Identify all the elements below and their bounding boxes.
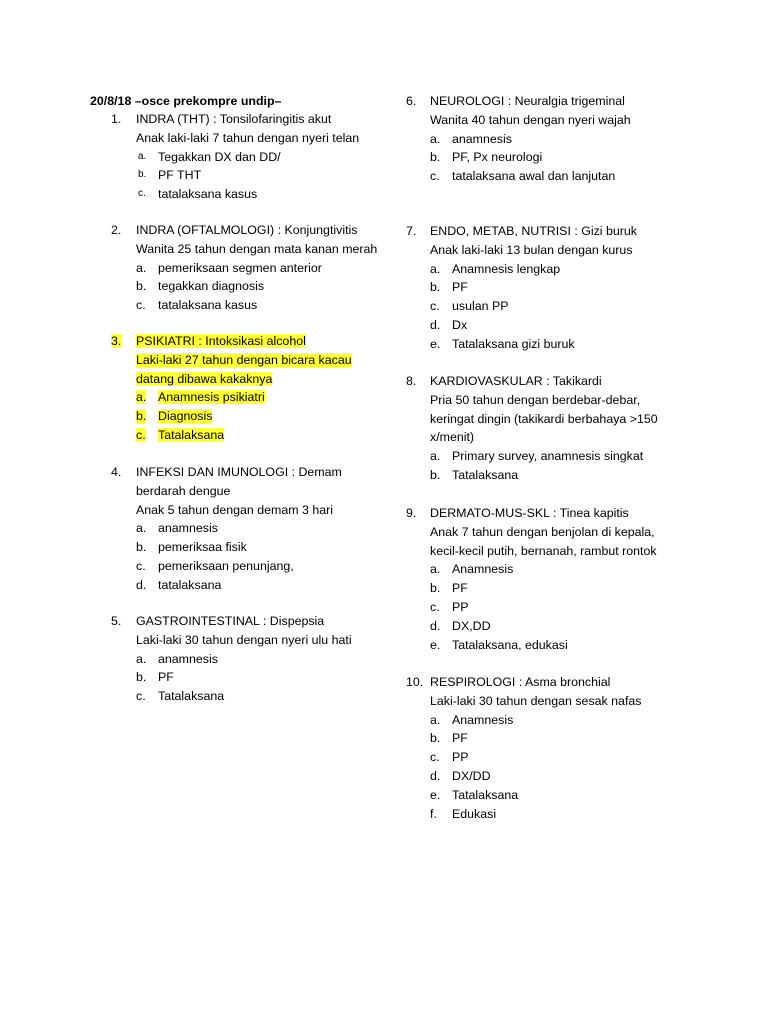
section-description bbox=[90, 351, 390, 370]
sub-item-letter bbox=[430, 729, 440, 748]
sub-item-letter-text: c. bbox=[136, 558, 146, 573]
sub-item-text-value: pemeriksaa fisik bbox=[158, 540, 247, 555]
section-description bbox=[90, 240, 390, 259]
sub-item-text-value: PF bbox=[452, 731, 468, 746]
sub-item-letter-text: b. bbox=[430, 150, 441, 165]
section-left-4 bbox=[90, 463, 390, 595]
sub-item-text-value: pemeriksaan segmen anterior bbox=[158, 260, 322, 275]
sub-item-letter bbox=[430, 617, 440, 636]
sub-item bbox=[403, 805, 703, 824]
sub-item bbox=[403, 297, 703, 316]
section-description bbox=[403, 111, 703, 130]
section-description bbox=[90, 129, 390, 148]
sub-item-text bbox=[158, 259, 322, 278]
sub-item bbox=[90, 296, 390, 315]
section-left-5 bbox=[90, 612, 390, 706]
sub-item-letter-text: c. bbox=[430, 750, 440, 765]
sub-item-text bbox=[452, 316, 467, 335]
item-number-text: 9. bbox=[406, 506, 417, 520]
item-number bbox=[406, 673, 423, 692]
sub-item bbox=[403, 260, 703, 279]
sub-item-text bbox=[452, 335, 575, 354]
sub-item-letter-text: b. bbox=[136, 279, 147, 294]
item-number bbox=[111, 332, 121, 351]
description-text bbox=[430, 111, 631, 130]
line-text: DERMATO-MUS-SKL : Tinea kapitis bbox=[430, 506, 629, 520]
sub-item-text bbox=[452, 148, 542, 167]
sub-item-letter bbox=[138, 148, 146, 167]
sub-item-letter bbox=[136, 259, 146, 278]
description-text bbox=[430, 523, 655, 542]
sub-item-text-value: Anamnesis bbox=[452, 712, 514, 727]
line-text: RESPIROLOGI : Asma bronchial bbox=[430, 675, 611, 689]
sub-item bbox=[403, 560, 703, 579]
line-text: KARDIOVASKULAR : Takikardi bbox=[430, 374, 602, 388]
sub-item-text bbox=[452, 579, 468, 598]
sub-item-text-value: tegakkan diagnosis bbox=[158, 279, 265, 294]
sub-item-text-value: Tatalaksana bbox=[158, 427, 225, 442]
line-text: berdarah dengue bbox=[136, 483, 231, 498]
sub-item-text bbox=[452, 786, 518, 805]
item-number-text: 6. bbox=[406, 94, 417, 108]
sub-item-letter bbox=[430, 148, 440, 167]
line-text: Wanita 25 tahun dengan mata kanan merah bbox=[136, 241, 378, 256]
section-heading bbox=[403, 673, 703, 692]
section-description bbox=[90, 482, 390, 501]
line-text: Wanita 40 tahun dengan nyeri wajah bbox=[430, 112, 631, 127]
section-heading bbox=[90, 612, 390, 631]
sub-item bbox=[403, 617, 703, 636]
item-number-text: 4. bbox=[111, 465, 122, 479]
sub-item-letter-text: b. bbox=[430, 467, 441, 482]
line-text: Laki-laki 27 tahun dengan bicara kacau bbox=[136, 352, 352, 367]
heading-text bbox=[430, 372, 602, 391]
sub-item-letter bbox=[430, 711, 440, 730]
sub-item-letter bbox=[430, 167, 440, 186]
sub-item-text-value: PF bbox=[158, 670, 174, 685]
description-text bbox=[136, 482, 230, 501]
sub-item-text-value: Dx bbox=[452, 317, 468, 332]
item-number-text: 10. bbox=[406, 675, 424, 689]
item-number-text: 8. bbox=[406, 374, 417, 388]
sub-item-letter-text: a. bbox=[430, 131, 441, 146]
section-heading bbox=[403, 504, 703, 523]
sub-item-text bbox=[158, 687, 224, 706]
line-text: GASTROINTESTINAL : Dispepsia bbox=[136, 614, 325, 628]
sub-item bbox=[403, 466, 703, 485]
sub-item-text-value: Anamnesis lengkap bbox=[452, 261, 561, 276]
sub-item-letter bbox=[430, 447, 440, 466]
sub-item-text-value: PF bbox=[452, 581, 468, 596]
sub-item bbox=[90, 668, 390, 687]
sub-item bbox=[403, 447, 703, 466]
sub-item-text bbox=[158, 277, 264, 296]
description-text bbox=[430, 542, 657, 561]
sub-item-letter-text: a. bbox=[136, 521, 147, 536]
sub-item-text-value: PF bbox=[452, 280, 468, 295]
sub-item-letter-text: d. bbox=[430, 317, 441, 332]
sub-item-letter bbox=[430, 316, 440, 335]
sub-item-text bbox=[452, 748, 469, 767]
sub-item-letter bbox=[136, 668, 146, 687]
sub-item-text-value: Anamnesis bbox=[452, 562, 514, 577]
section-right-5 bbox=[403, 673, 703, 823]
sub-item-text-value: pemeriksaan penunjang, bbox=[158, 558, 294, 573]
sub-item-text-value: Tatalaksana bbox=[158, 689, 225, 704]
sub-item-text bbox=[158, 148, 281, 167]
line-text: keringat dingin (takikardi berbahaya >150 bbox=[430, 411, 658, 426]
sub-item-text-value: Tatalaksana, edukasi bbox=[452, 637, 568, 652]
sub-item-letter-text: c. bbox=[136, 298, 146, 313]
line-text: Anak laki-laki 13 bulan dengan kurus bbox=[430, 242, 633, 257]
description-text bbox=[136, 370, 272, 389]
sub-item-text-value: Tatalaksana bbox=[452, 787, 519, 802]
sub-item-letter bbox=[136, 576, 146, 595]
sub-item bbox=[403, 636, 703, 655]
sub-item-letter-text: a. bbox=[430, 562, 441, 577]
sub-item-text-value: Tatalaksana gizi buruk bbox=[452, 336, 575, 351]
sub-item-letter-text: f. bbox=[430, 806, 437, 821]
sub-item-letter-text: b. bbox=[430, 581, 441, 596]
sub-item-text bbox=[158, 407, 212, 426]
sub-item-letter-text: b. bbox=[430, 731, 441, 746]
item-number-text: 7. bbox=[406, 224, 417, 238]
line-text: PSIKIATRI : Intoksikasi alcohol bbox=[136, 334, 306, 348]
sub-item-letter-text: a. bbox=[136, 651, 147, 666]
sub-item-letter bbox=[430, 466, 440, 485]
section-description bbox=[403, 391, 703, 410]
sub-item-letter-text: a. bbox=[136, 390, 147, 405]
item-number bbox=[111, 612, 121, 631]
line-text: NEUROLOGI : Neuralgia trigeminal bbox=[430, 94, 625, 108]
sub-item-letter-text: c. bbox=[136, 689, 146, 704]
sub-item-letter-text: b. bbox=[138, 169, 147, 181]
sub-item bbox=[90, 538, 390, 557]
section-heading bbox=[90, 463, 390, 482]
sub-item-text-value: PF, Px neurologi bbox=[452, 150, 543, 165]
sub-item-letter-text: e. bbox=[430, 787, 441, 802]
sub-item-text bbox=[452, 711, 513, 730]
sub-item-text bbox=[452, 598, 469, 617]
item-number bbox=[406, 92, 416, 111]
item-number-text: 2. bbox=[111, 223, 122, 237]
sub-item-letter-text: a. bbox=[430, 712, 441, 727]
sub-item-letter-text: c. bbox=[430, 169, 440, 184]
section-heading bbox=[90, 110, 390, 129]
sub-item-letter bbox=[430, 636, 440, 655]
line-text: x/menit) bbox=[430, 430, 475, 445]
section-left-2 bbox=[90, 221, 390, 315]
section-right-1 bbox=[403, 92, 703, 186]
sub-item-letter bbox=[430, 278, 440, 297]
sub-item-letter bbox=[138, 166, 146, 185]
sub-item-letter-text: d. bbox=[430, 768, 441, 783]
sub-item-text-value: tatalaksana kasus bbox=[158, 187, 258, 202]
sub-item-text bbox=[452, 260, 560, 279]
sub-item-text bbox=[452, 560, 513, 579]
sub-item-text-value: Diagnosis bbox=[158, 409, 213, 424]
sub-item-letter-text: c. bbox=[138, 188, 146, 200]
sub-item bbox=[90, 557, 390, 576]
sub-item-text bbox=[452, 617, 491, 636]
section-heading bbox=[403, 222, 703, 241]
sub-item-letter bbox=[430, 260, 440, 279]
sub-item-text bbox=[158, 426, 224, 445]
section-right-3 bbox=[403, 372, 703, 485]
section-left-3 bbox=[90, 332, 390, 445]
line-text: INDRA (OFTALMOLOGI) : Konjungtivitis bbox=[136, 223, 358, 237]
heading-text bbox=[430, 222, 637, 241]
sub-item bbox=[90, 576, 390, 595]
sub-item-text bbox=[452, 466, 518, 485]
item-number-text: 3. bbox=[111, 334, 122, 348]
sub-item-text bbox=[452, 297, 508, 316]
line-text: Anak 5 tahun dengan demam 3 hari bbox=[136, 502, 334, 517]
sub-item-text bbox=[158, 650, 218, 669]
sub-item-text bbox=[158, 185, 257, 204]
description-text bbox=[136, 501, 333, 520]
sub-item-text bbox=[158, 557, 294, 576]
sub-item-text-value: Edukasi bbox=[452, 806, 497, 821]
sub-item bbox=[90, 426, 390, 445]
sub-item bbox=[403, 786, 703, 805]
section-description bbox=[403, 523, 703, 542]
sub-item-letter bbox=[136, 687, 146, 706]
section-description bbox=[90, 370, 390, 389]
sub-item-letter-text: a. bbox=[136, 260, 147, 275]
section-description bbox=[90, 501, 390, 520]
sub-item-letter-text: b. bbox=[136, 670, 147, 685]
section-description bbox=[403, 241, 703, 260]
sub-item-text-value: anamnesis bbox=[158, 651, 218, 666]
heading-text bbox=[136, 463, 342, 482]
sub-item-text-value: PF THT bbox=[158, 168, 202, 183]
sub-item-letter bbox=[136, 538, 146, 557]
page-title: 20/8/18 –osce prekompre undip– bbox=[90, 94, 282, 108]
description-text bbox=[430, 410, 658, 429]
sub-item-text bbox=[452, 447, 643, 466]
sub-item-text-value: DX,DD bbox=[452, 618, 491, 633]
sub-item-letter-text: b. bbox=[136, 409, 147, 424]
line-text: Anak laki-laki 7 tahun dengan nyeri telan bbox=[136, 130, 360, 145]
sub-item-letter bbox=[430, 767, 440, 786]
sub-item-text-value: tatalaksana awal dan lanjutan bbox=[452, 169, 616, 184]
sub-item-text-value: Primary survey, anamnesis singkat bbox=[452, 449, 644, 464]
sub-item-letter-text: e. bbox=[430, 336, 441, 351]
item-number-text: 1. bbox=[111, 112, 122, 126]
sub-item-text-value: anamnesis bbox=[158, 521, 218, 536]
section-description bbox=[403, 410, 703, 429]
section-description bbox=[403, 428, 703, 447]
sub-item-letter-text: a. bbox=[430, 261, 441, 276]
description-text bbox=[136, 240, 377, 259]
heading-text bbox=[136, 110, 331, 129]
section-left-1 bbox=[90, 110, 390, 204]
line-text: kecil-kecil putih, bernanah, rambut rontok bbox=[430, 543, 657, 558]
description-text bbox=[136, 351, 352, 370]
description-text bbox=[430, 428, 474, 447]
sub-item bbox=[403, 130, 703, 149]
item-number bbox=[111, 463, 121, 482]
description-text bbox=[136, 129, 359, 148]
heading-text bbox=[136, 332, 306, 351]
sub-item-text bbox=[158, 296, 257, 315]
section-heading bbox=[403, 92, 703, 111]
sub-item-letter bbox=[136, 277, 146, 296]
heading-text bbox=[430, 92, 625, 111]
section-description bbox=[403, 692, 703, 711]
description-text bbox=[430, 241, 633, 260]
sub-item bbox=[403, 711, 703, 730]
section-heading bbox=[403, 372, 703, 391]
sub-item-letter bbox=[136, 557, 146, 576]
sub-item-text bbox=[452, 167, 615, 186]
sub-item-letter-text: c. bbox=[136, 427, 146, 442]
sub-item-letter-text: d. bbox=[136, 577, 147, 592]
sub-item-text-value: tatalaksana kasus bbox=[158, 298, 258, 313]
sub-item bbox=[403, 767, 703, 786]
sub-item-text bbox=[452, 805, 496, 824]
line-text: Pria 50 tahun dengan berdebar-debar, bbox=[430, 392, 641, 407]
line-text: datang dibawa kakaknya bbox=[136, 371, 273, 386]
sub-item-letter bbox=[430, 748, 440, 767]
sub-item bbox=[90, 166, 390, 185]
sub-item-text-value: anamnesis bbox=[452, 131, 512, 146]
sub-item bbox=[403, 167, 703, 186]
sub-item-text-value: DX/DD bbox=[452, 768, 491, 783]
sub-item bbox=[403, 316, 703, 335]
sub-item-letter bbox=[136, 519, 146, 538]
sub-item-text bbox=[452, 767, 491, 786]
section-description bbox=[90, 631, 390, 650]
line-text: Laki-laki 30 tahun dengan nyeri ulu hati bbox=[136, 632, 352, 647]
sub-item-letter bbox=[430, 805, 437, 824]
sub-item-text bbox=[158, 668, 174, 687]
sub-item bbox=[90, 259, 390, 278]
sub-item-letter-text: c. bbox=[430, 599, 440, 614]
sub-item-letter-text: b. bbox=[430, 280, 441, 295]
section-right-2 bbox=[403, 222, 703, 354]
sub-item-text bbox=[452, 636, 568, 655]
sub-item bbox=[403, 335, 703, 354]
sub-item bbox=[403, 729, 703, 748]
sub-item-text bbox=[158, 538, 247, 557]
description-text bbox=[136, 631, 352, 650]
sub-item-text-value: usulan PP bbox=[452, 299, 509, 314]
heading-text bbox=[430, 673, 610, 692]
sub-item bbox=[403, 148, 703, 167]
item-number-text: 5. bbox=[111, 614, 122, 628]
description-text bbox=[430, 391, 640, 410]
line-text: Laki-laki 30 tahun dengan sesak nafas bbox=[430, 693, 642, 708]
sub-item-letter bbox=[430, 335, 440, 354]
sub-item-text bbox=[158, 166, 201, 185]
sub-item-text bbox=[452, 278, 468, 297]
sub-item-letter-text: a. bbox=[430, 449, 441, 464]
line-text: ENDO, METAB, NUTRISI : Gizi buruk bbox=[430, 224, 637, 238]
sub-item-letter bbox=[136, 650, 146, 669]
item-number bbox=[406, 372, 416, 391]
sub-item bbox=[90, 388, 390, 407]
section-description bbox=[403, 542, 703, 561]
sub-item bbox=[90, 148, 390, 167]
sub-item-text bbox=[158, 576, 221, 595]
sub-item bbox=[90, 650, 390, 669]
line-text: Anak 7 tahun dengan benjolan di kepala, bbox=[430, 524, 655, 539]
sub-item bbox=[403, 278, 703, 297]
sub-item-letter-text: d. bbox=[430, 618, 441, 633]
sub-item-letter-text: e. bbox=[430, 637, 441, 652]
sub-item bbox=[403, 598, 703, 617]
sub-item-letter bbox=[430, 297, 440, 316]
sub-item bbox=[90, 687, 390, 706]
line-text: INFEKSI DAN IMUNOLOGI : Demam bbox=[136, 465, 342, 479]
sub-item-text-value: Anamnesis psikiatri bbox=[158, 390, 265, 405]
sub-item-letter-text: c. bbox=[430, 299, 440, 314]
heading-text bbox=[430, 504, 629, 523]
sub-item-letter bbox=[136, 407, 146, 426]
sub-item-letter bbox=[430, 786, 440, 805]
item-number bbox=[111, 110, 121, 129]
sub-item-text bbox=[452, 130, 512, 149]
sub-item-text-value: PP bbox=[452, 750, 469, 765]
section-heading bbox=[90, 332, 390, 351]
description-text bbox=[430, 692, 641, 711]
sub-item bbox=[90, 407, 390, 426]
sub-item-letter-text: a. bbox=[138, 150, 147, 162]
heading-text bbox=[136, 221, 357, 240]
sub-item-text bbox=[158, 519, 218, 538]
sub-item-letter bbox=[136, 296, 146, 315]
sub-item bbox=[90, 185, 390, 204]
section-heading bbox=[90, 221, 390, 240]
item-number bbox=[111, 221, 121, 240]
sub-item-text-value: PP bbox=[452, 599, 469, 614]
sub-item bbox=[403, 579, 703, 598]
sub-item-letter bbox=[430, 579, 440, 598]
heading-text bbox=[136, 612, 324, 631]
sub-item-letter bbox=[430, 560, 440, 579]
item-number bbox=[406, 222, 416, 241]
sub-item-letter-text: b. bbox=[136, 540, 147, 555]
sub-item-letter bbox=[138, 185, 146, 204]
sub-item-text-value: Tatalaksana bbox=[452, 467, 519, 482]
line-text: INDRA (THT) : Tonsilofaringitis akut bbox=[136, 112, 332, 126]
sub-item bbox=[90, 519, 390, 538]
sub-item-letter bbox=[430, 130, 440, 149]
sub-item-text-value: Tegakkan DX dan DD/ bbox=[158, 149, 281, 164]
sub-item-letter bbox=[430, 598, 440, 617]
sub-item-letter bbox=[136, 388, 146, 407]
item-number bbox=[406, 504, 416, 523]
sub-item bbox=[403, 748, 703, 767]
sub-item-text bbox=[452, 729, 468, 748]
section-right-4 bbox=[403, 504, 703, 654]
sub-item-letter bbox=[136, 426, 146, 445]
sub-item bbox=[90, 277, 390, 296]
sub-item-text bbox=[158, 388, 265, 407]
sub-item-text-value: tatalaksana bbox=[158, 577, 222, 592]
